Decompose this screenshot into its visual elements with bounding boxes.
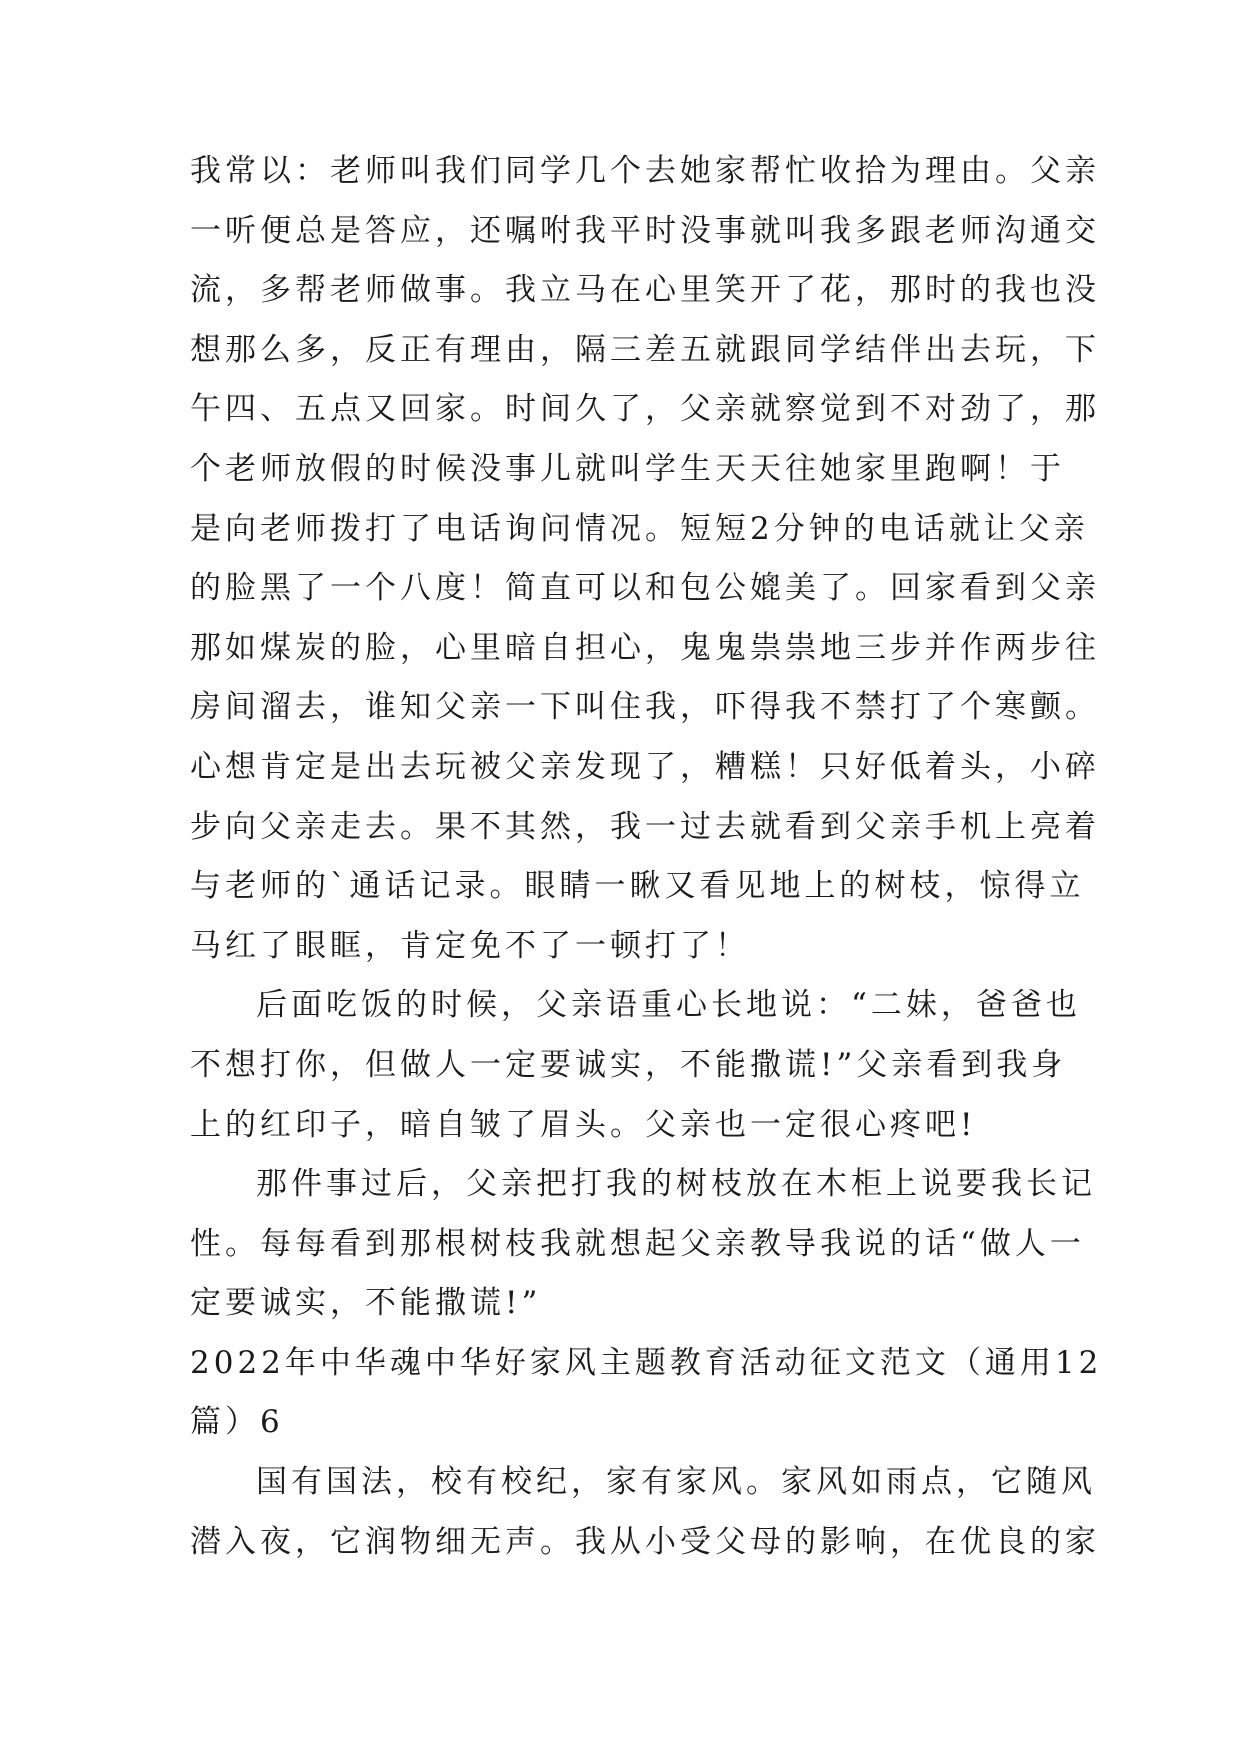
text-line: 个老师放假的时候没事儿就叫学生天天往她家里跑啊！于 <box>190 450 1065 487</box>
text-line: 步向父亲走去。果不其然，我一过去就看到父亲手机上亮着 <box>190 808 1100 845</box>
text-line: 我常以：老师叫我们同学几个去她家帮忙收拾为理由。父亲 <box>190 153 1100 189</box>
text-line: 一听便总是答应，还嘱咐我平时没事就叫我多跟老师沟通交 <box>190 212 1100 249</box>
text-line: 的脸黑了一个八度！简直可以和包公媲美了。回家看到父亲 <box>190 570 1100 607</box>
text-line: 与老师的`通话记录。眼睛一瞅又看见地上的树枝，惊得立 <box>190 868 1085 905</box>
text-line: 想那么多，反正有理由，隔三差五就跟同学结伴出去玩，下 <box>190 331 1100 368</box>
text-line: 流，多帮老师做事。我立马在心里笑开了花，那时的我也没 <box>190 272 1100 309</box>
section-heading-line: 篇）6 <box>190 1404 284 1441</box>
text-line: 潜入夜，它润物细无声。我从小受父母的影响，在优良的家 <box>190 1523 1100 1560</box>
text-line: 马红了眼眶，肯定免不了一顿打了！ <box>190 927 750 964</box>
text-line: 房间溜去，谁知父亲一下叫住我，吓得我不禁打了个寒颤。 <box>190 689 1100 726</box>
text-line: 是向老师拨打了电话询问情况。短短2分钟的电话就让父亲 <box>190 510 1089 547</box>
paragraph-start-line: 后面吃饭的时候，父亲语重心长地说：“二妹，爸爸也 <box>256 987 1081 1024</box>
text-line: 性。每每看到那根树枝我就想起父亲教导我说的话“做人一 <box>190 1225 1085 1262</box>
text-line: 心想肯定是出去玩被父亲发现了，糟糕！只好低着头，小碎 <box>190 748 1100 785</box>
text-line: 不想打你，但做人一定要诚实，不能撒谎!”父亲看到我身 <box>190 1046 1067 1083</box>
paragraph-start-line: 那件事过后，父亲把打我的树枝放在木柜上说要我长记 <box>256 1166 1096 1203</box>
text-line: 午四、五点又回家。时间久了，父亲就察觉到不对劲了，那 <box>190 391 1100 428</box>
document-page <box>190 142 1103 1572</box>
text-line: 定要诚实，不能撒谎!” <box>190 1285 542 1322</box>
paragraph-start-line: 国有国法，校有校纪，家有家风。家风如雨点，它随风 <box>256 1464 1096 1501</box>
text-line: 上的红印子，暗自皱了眉头。父亲也一定很心疼吧! <box>190 1106 977 1143</box>
text-line: 那如煤炭的脸，心里暗自担心，鬼鬼祟祟地三步并作两步往 <box>190 629 1100 666</box>
section-heading-line: 2022年中华魂中华好家风主题教育活动征文范文（通用12 <box>190 1344 1103 1381</box>
